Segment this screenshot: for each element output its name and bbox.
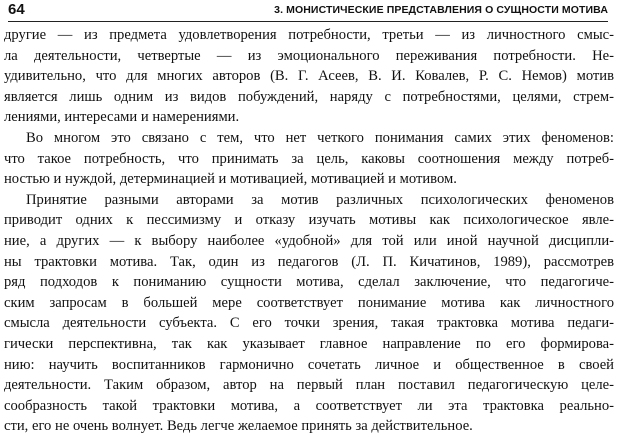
running-title: 3. МОНИСТИЧЕСКИЕ ПРЕДСТАВЛЕНИЯ О СУЩНОСТИ МОТИВА: [274, 4, 608, 16]
text-line: сообразность такой трактовки мотива, а соответствует ли эта трактовка реально-: [4, 397, 614, 414]
text-line: ла деятельности, четвертые — из эмоционального переживания потребности. Не-: [4, 47, 614, 64]
text-line: нию: научить воспитанников гармонично сочетать личное и общественное в своей: [4, 356, 614, 373]
text-line: ряд подходов к пониманию сущности мотива, сделал заключение, что педагогиче-: [4, 274, 614, 291]
body-text: [4, 22, 614, 437]
text-line: лениями, интересами и намерениями.: [4, 109, 240, 126]
text-line: гически перспективна, так как указывает главное направление по его формирова-: [4, 335, 614, 352]
text-line: сти, его не очень волнует. Ведь легче желаемое принять за действительное.: [4, 418, 473, 435]
text-line: что такое потребность, что принимать за цель, каковы соотношения между потреб-: [4, 150, 614, 167]
page-header: [4, 0, 614, 22]
text-line: ностью и нуждой, детерминацией и мотивацией, мотивацией и мотивом.: [4, 171, 457, 188]
text-line: удивительно, что для многих авторов (В. Г. Асеев, В. И. Ковалев, Р. С. Немов) мотив: [4, 68, 614, 85]
text-line: является лишь одним из видов побуждений, наряду с потребностями, целями, стрем-: [4, 88, 614, 105]
text-line: Во многом это связано с тем, что нет четкого понимания самих этих феноменов:: [26, 129, 614, 146]
text-line: ние, а других — к выбору наиболее «удобной» для той или иной научной дисципли-: [4, 232, 614, 249]
text-line: другие — из предмета удовлетворения потребности, третьи — из личностного смыс-: [4, 27, 614, 43]
text-line: ны трактовки мотива. Так, один из педагогов (Л. П. Кичатинов, 1989), рассмотрев: [4, 253, 614, 270]
text-line: смысла деятельности субъекта. С его точки зрения, такая трактовка мотива педаги-: [4, 315, 614, 332]
text-line: приводит одних к пессимизму и отказу изучать мотивы как психологическое явле-: [4, 212, 614, 229]
header-rule: [8, 21, 608, 22]
text-line: ским запросам в большей мере соответствует понимание мотива как личностного: [4, 294, 614, 311]
page-number: 64: [8, 1, 25, 18]
text-line: Принятие разными авторами за мотив различных психологических феноменов: [26, 191, 614, 208]
text-line: деятельности. Таким образом, автор на первый план поставил педагогическую целе-: [4, 377, 614, 394]
